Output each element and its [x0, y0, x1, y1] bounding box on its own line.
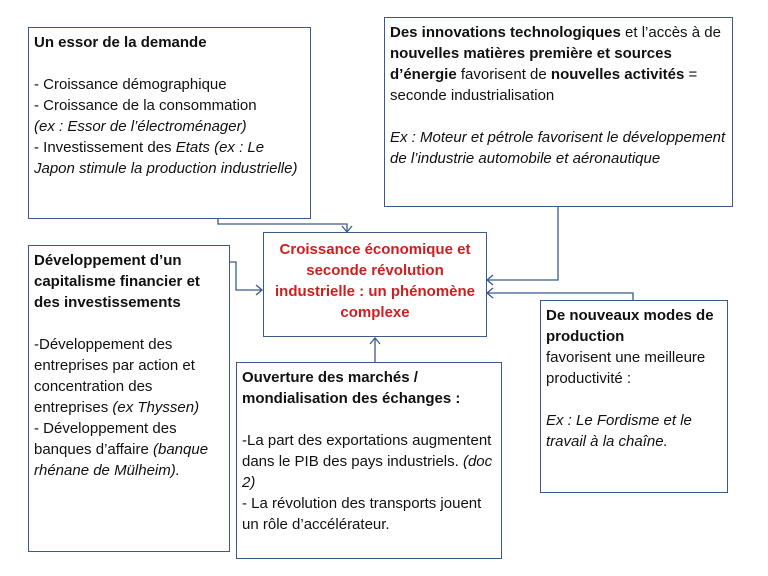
innovation-example: Ex : Moteur et pétrole favorisent le développement de l’industrie automobile et aéronautique — [390, 129, 726, 167]
demand-item-population: - Croissance démographique — [34, 76, 227, 93]
innovation-statement: Des innovations technologiques et l’accès à de nouvelles matières première et sources d’énergie favorisent de nouvelles activités = seconde industrialisation — [390, 24, 721, 104]
markets-item-transport: - La révolution des transports jouent un rôle d’accélérateur. — [242, 495, 482, 533]
production-example: Ex : Le Fordisme et le travail à la chaîne. — [546, 412, 692, 450]
production-box — [540, 300, 728, 493]
production-title: De nouveaux modes de production — [546, 307, 714, 345]
production-text: favorisent une meilleure productivité : — [546, 349, 706, 387]
demand-item-consumption-example: (ex : Essor de l’électroménager) — [34, 118, 247, 135]
arrow-innovation-to-center — [487, 206, 558, 280]
demand-title: Un essor de la demande — [34, 34, 207, 51]
innovation-box — [384, 17, 733, 207]
demand-item-investment: - Investissement des Etats (ex : Le Japon stimule la production industrielle) — [34, 139, 298, 177]
demand-item-consumption: - Croissance de la consommation — [34, 97, 257, 114]
markets-title: Ouverture des marchés / mondialisation des échanges : — [242, 369, 461, 407]
markets-item-exports: -La part des exportations augmentent dans le PIB des pays industriels. (doc 2) — [242, 432, 493, 491]
capitalism-title: Développement d’un capitalisme financier et des investissements — [34, 252, 200, 311]
arrow-production-to-center — [487, 293, 633, 300]
markets-box — [236, 362, 502, 559]
demand-box — [28, 27, 311, 219]
capitalism-item-banks: - Développement des banques d’affaire (banque rhénane de Mülheim). — [34, 420, 209, 479]
center-box — [263, 232, 487, 337]
center-title: Croissance économique et seconde révolution industrielle : un phénomène complexe — [274, 241, 476, 321]
capitalism-box — [28, 245, 230, 552]
capitalism-item-shares: -Développement des entreprises par action et concentration des entreprises (ex Thyssen) — [34, 336, 200, 416]
